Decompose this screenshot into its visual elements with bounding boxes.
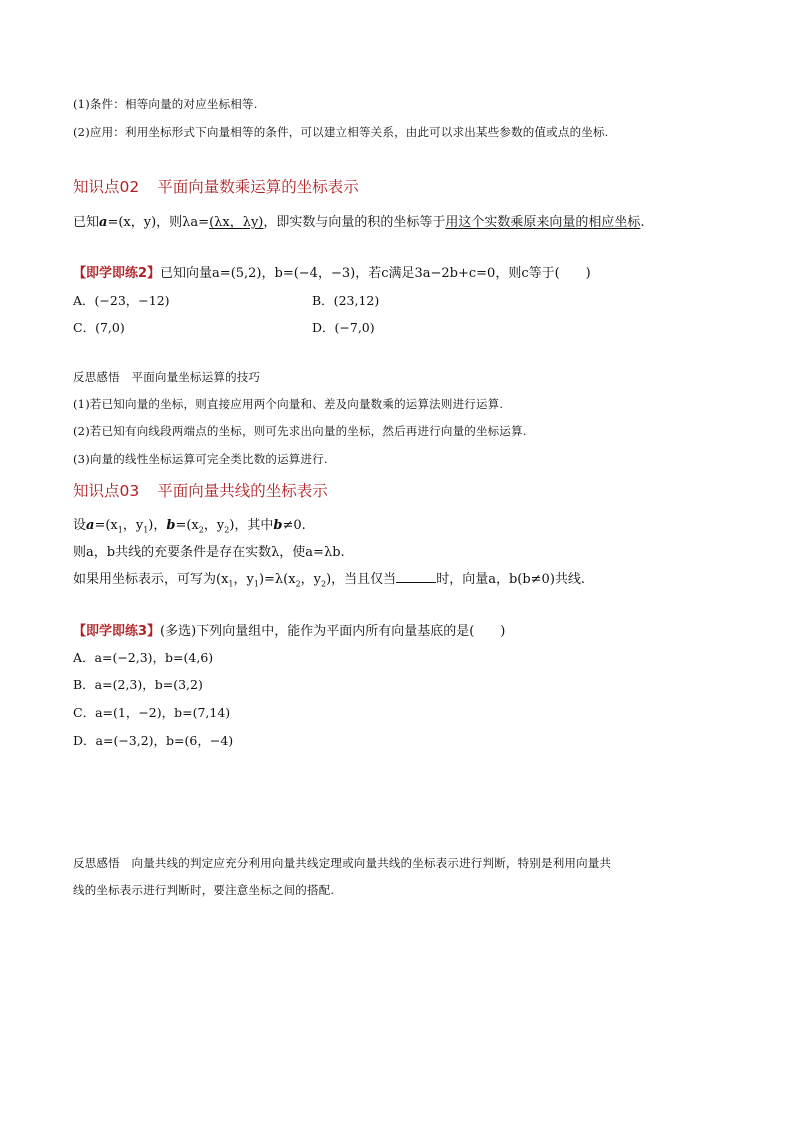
s3-l3-post: 时，向量a，b(b≠0)共线. xyxy=(436,572,586,587)
s3-l1-b: ，y xyxy=(122,518,144,533)
s3-l3-mid2: )=λ(x xyxy=(258,572,296,587)
stmt-lambda-a: λa= xyxy=(182,215,210,230)
practice-2-option-a: A．(−23，−12) xyxy=(73,293,170,308)
reflect-2-line-2: 线的坐标表示进行判断时，要注意坐标之间的搭配. xyxy=(73,883,335,897)
stmt-text-c: ，即实数与向量的积的坐标等于 xyxy=(263,215,446,230)
practice-2-text: 已知向量a=(5,2)，b=(−4，−3)，若c满足3a−2b+c=0，则c等于( ) xyxy=(160,266,591,281)
practice-2-option-c: C．(7,0) xyxy=(73,320,125,335)
practice-2-question xyxy=(73,262,591,281)
section-02-title: 平面向量数乘运算的坐标表示 xyxy=(157,178,359,196)
section-03-line-1: 设$a=(x_1$，$y_1$)，$b=(x_2$，$y_2$)，其中b≠0. xyxy=(73,518,306,535)
s3-l1-c: )， xyxy=(148,518,167,533)
practice-3-option-d: D．a=(−3,2)，b=(6，−4) xyxy=(73,733,234,748)
section-03-line-3: 如果用坐标表示，可写为($x_1$，$y_1)=\lambda(x_2$，$y_2$)，当且仅当 时，向量a，b(b≠0)共线. xyxy=(73,572,586,589)
s3-l1-f: )，其中 xyxy=(229,518,274,533)
s3-l1-pre: 设 xyxy=(73,518,87,533)
stmt-text-b: =(x，y)，则 xyxy=(107,215,183,230)
section-03-line-2: 则a，b共线的充要条件是存在实数λ，使a=λb. xyxy=(73,545,345,560)
stmt-fill-answer: (λx，λy) xyxy=(209,215,264,230)
s3-l1-a: =(x xyxy=(94,518,118,533)
condition-text: (1)条件：相等向量的对应坐标相等. xyxy=(73,97,258,111)
s3-l3-pre: 如果用坐标表示，可写为(x xyxy=(73,572,229,587)
practice-2-option-d: D．(−7,0) xyxy=(312,320,375,335)
stmt-end: . xyxy=(640,215,645,230)
practice-3-option-c: C．a=(1，−2)，b=(7,14) xyxy=(73,705,231,720)
reflect-1-title: 反思感悟 平面向量坐标运算的技巧 xyxy=(73,370,261,384)
practice-2-tag: 【即学即练2】 xyxy=(73,266,161,281)
reflect-1-item-1: (1)若已知向量的坐标，则直接应用两个向量和、差及向量数乘的运算法则进行运算. xyxy=(73,397,504,411)
practice-3-text: (多选)下列向量组中，能作为平面内所有向量基底的是( ) xyxy=(160,624,506,639)
application-text: (2)应用：利用坐标形式下向量相等的条件，可以建立相等关系，由此可以求出某些参数的值或点的坐标. xyxy=(73,125,609,139)
s3-l1-d: =(x xyxy=(175,518,199,533)
practice-3-question xyxy=(73,620,505,639)
section-03-number: 知识点03 xyxy=(73,482,140,500)
section-02-number: 知识点02 xyxy=(73,178,140,196)
reflect-1-item-3: (3)向量的线性坐标运算可完全类比数的运算进行. xyxy=(73,452,328,466)
practice-3-option-b: B．a=(2,3)，b=(3,2) xyxy=(73,677,203,692)
s3-l3-mid: ，y xyxy=(233,572,254,587)
reflect-1-item-2: (2)若已知有向线段两端点的坐标，则可先求出向量的坐标，然后再进行向量的坐标运算. xyxy=(73,424,527,438)
stmt-fill-answer-2: 用这个实数乘原来向量的相应坐标 xyxy=(445,215,641,230)
section-03-heading xyxy=(73,479,328,501)
s3-l1-g: ≠0. xyxy=(282,518,306,533)
reflect-2-line-1: 反思感悟 向量共线的判定应充分利用向量共线定理或向量共线的坐标表示进行判断，特别是利用向量共 xyxy=(73,856,612,870)
section-03-title: 平面向量共线的坐标表示 xyxy=(157,482,328,500)
section-02-heading xyxy=(73,175,359,197)
s3-l1-e: ，y xyxy=(203,518,225,533)
fill-blank xyxy=(396,572,436,583)
practice-2-option-b: B．(23,12) xyxy=(312,293,380,308)
section-02-statement: 已知a=(x，y)，则λa=(λx，λy)，即实数与向量的积的坐标等于用这个实数乘原来向量的相应坐标. xyxy=(73,215,645,230)
practice-3-tag: 【即学即练3】 xyxy=(73,624,161,639)
s3-l3-mid3: ，y xyxy=(300,572,322,587)
stmt-text-a: 已知 xyxy=(73,215,100,230)
practice-3-option-a: A．a=(−2,3)，b=(4,6) xyxy=(73,650,214,665)
s3-l3-mid4: )，当且仅当 xyxy=(326,572,397,587)
